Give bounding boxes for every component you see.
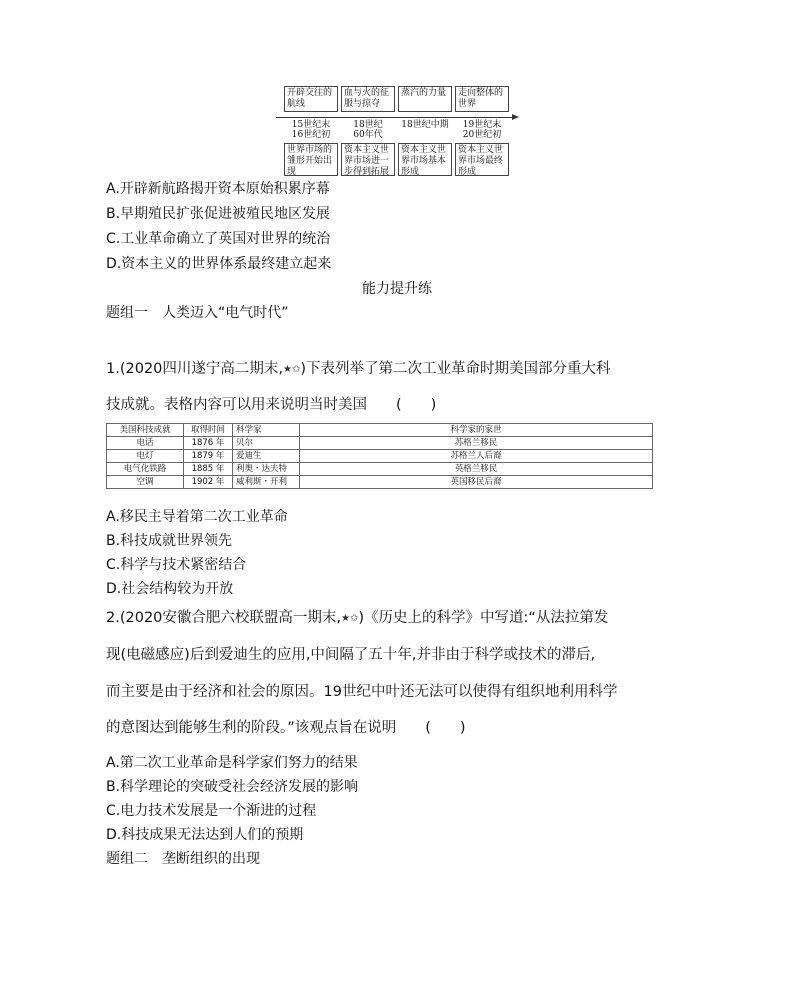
option-d: D.科技成果无法达到人们的预期: [106, 827, 304, 843]
table-cell: 1879 年: [184, 450, 233, 463]
timeline-stage-box: 蒸汽的力量: [398, 86, 452, 112]
option-d: D.社会结构较为开放: [106, 581, 234, 597]
science-achievements-table: [106, 423, 653, 489]
timeline-date: 19世纪末 20世纪初: [462, 120, 502, 140]
table-cell: 贝尔: [233, 437, 300, 450]
timeline-top-row: [284, 86, 509, 112]
option-b: B.早期殖民扩张促进被殖民地区发展: [106, 206, 331, 222]
timeline-result-box: 世界市场的雏形开始出现: [284, 143, 338, 176]
table-header: 科学家: [233, 424, 300, 437]
star-difficulty-icon: ★✩: [283, 364, 301, 375]
timeline-date: 15世纪末 16世纪初: [291, 120, 331, 140]
question-2-stem-line4: 的意图达到能够生利的阶段。”该观点旨在说明 ( ): [106, 720, 466, 736]
option-b: B.科学理论的突破受社会经济发展的影响: [106, 779, 359, 795]
table-cell: 英格兰移民: [300, 463, 653, 476]
timeline-date: 18世纪中期: [401, 120, 449, 130]
timeline-dates: [284, 120, 509, 140]
question-2-source: 2.(2020安徽合肥六校联盟高一期末,: [106, 610, 342, 626]
timeline-figure: [276, 86, 522, 176]
table-cell: 1876 年: [184, 437, 233, 450]
question-1-stem-line2: 技成就。表格内容可以用来说明当时美国 ( ): [106, 397, 437, 413]
table-cell: 苏格兰移民: [300, 437, 653, 450]
option-a: A.移民主导着第二次工业革命: [106, 509, 288, 525]
table-row: [107, 450, 653, 463]
table-cell: 电话: [107, 437, 184, 450]
table-cell: 爱迪生: [233, 450, 300, 463]
question-2-stem: [106, 609, 608, 628]
option-d: D.资本主义的世界体系最终建立起来: [106, 256, 332, 272]
section-title: 能力提升练: [362, 281, 432, 297]
question-1-text: )下表列举了第二次工业革命时期美国部分重大科: [300, 361, 611, 377]
question-2-stem-line3: 而主要是由于经济和社会的原因。19世纪中叶还无法可以使得有组织地利用科学: [106, 684, 618, 700]
table-header: 美国科技成就: [107, 424, 184, 437]
option-a: A.开辟新航路揭开资本原始积累序幕: [106, 181, 330, 197]
option-b: B.科技成就世界领先: [106, 533, 233, 549]
table-cell: 电气化铁路: [107, 463, 184, 476]
question-2-text: )《历史上的科学》中写道:“从法拉第发: [358, 610, 609, 626]
question-1-stem: [106, 360, 611, 379]
table-cell: 空调: [107, 476, 184, 489]
question-1-source: 1.(2020四川遂宁高二期末,: [106, 361, 284, 377]
option-a: A.第二次工业革命是科学家们努力的结果: [106, 755, 358, 771]
table-header: 科学家的家世: [300, 424, 653, 437]
table-cell: 英国移民后裔: [300, 476, 653, 489]
timeline-result-box: 资本主义世界市场进一步得到拓展: [341, 143, 395, 176]
option-c: C.工业革命确立了英国对世界的统治: [106, 231, 331, 247]
question-2-stem-line2: 现(电磁感应)后到爱迪生的应用,中间隔了五十年,并非由于科学或技术的滞后,: [106, 647, 596, 663]
option-c: C.电力技术发展是一个渐进的过程: [106, 803, 317, 819]
table-header: 取得时间: [184, 424, 233, 437]
timeline-axis: [276, 117, 516, 118]
table-row: [107, 476, 653, 489]
table-cell: 电灯: [107, 450, 184, 463]
table-cell: 利奥・达夫特: [233, 463, 300, 476]
timeline-arrow-icon: [512, 114, 519, 120]
star-difficulty-icon: ★✩: [341, 613, 359, 624]
timeline-bottom-row: [284, 143, 509, 176]
table-header-row: [107, 424, 653, 437]
group-title: 题组二 垄断组织的出现: [106, 851, 260, 867]
table-cell: 威利斯・开利: [233, 476, 300, 489]
option-c: C.科学与技术紧密结合: [106, 557, 247, 573]
timeline-date: 18世纪 60年代: [353, 120, 383, 140]
timeline-stage-box: 开辟交往的航线: [284, 86, 338, 112]
timeline-result-box: 资本主义世界市场基本形成: [398, 143, 452, 176]
timeline-result-box: 资本主义世界市场最终形成: [455, 143, 509, 176]
table-cell: 1885 年: [184, 463, 233, 476]
timeline-stage-box: 走向整体的世界: [455, 86, 509, 112]
table-cell: 苏格兰人后裔: [300, 450, 653, 463]
group-title: 题组一 人类迈入“电气时代”: [106, 305, 289, 321]
timeline-stage-box: 血与火的征服与掠夺: [341, 86, 395, 112]
table-row: [107, 437, 653, 450]
table-row: [107, 463, 653, 476]
table-cell: 1902 年: [184, 476, 233, 489]
